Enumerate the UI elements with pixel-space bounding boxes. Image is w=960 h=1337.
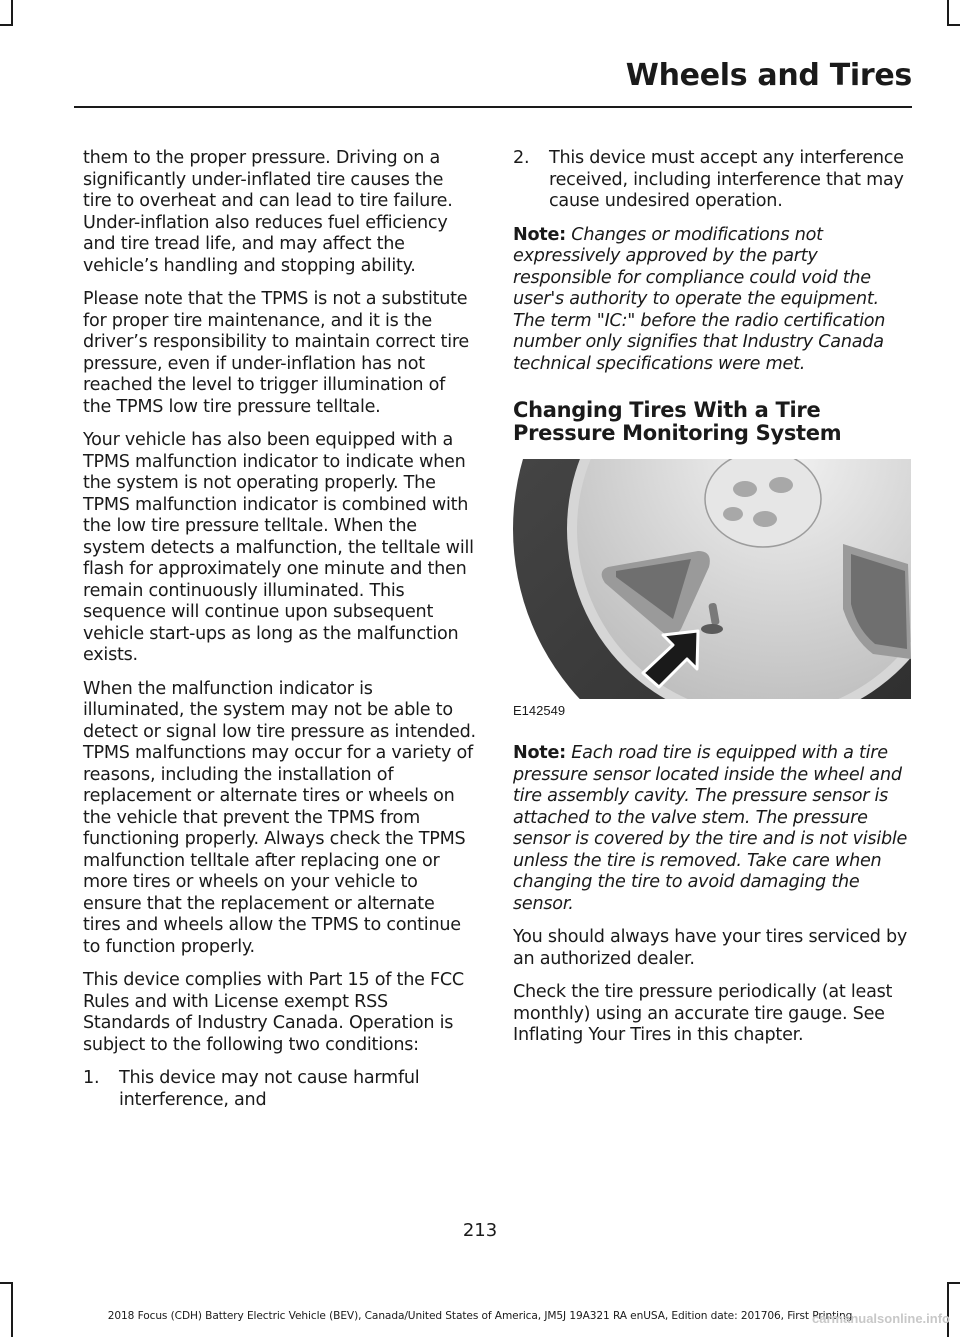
page-title: Wheels and Tires — [625, 58, 912, 93]
tpms-sensor — [701, 624, 723, 634]
list-number: 2. — [513, 148, 530, 168]
note-label: Note: — [513, 224, 566, 245]
right-column — [513, 148, 909, 1059]
list-text: This device may not cause harmful interference, and — [119, 1068, 420, 1110]
paragraph: Your vehicle has also been equipped with a TPMS malfunction indicator to indicate when the system is not operating properly. The TPMS malfunction indicator is combined with the low tire pressure telltale. When the system detects a malfunction, the telltale will flash for approximately one minute and then remain continuously illuminated. This sequence will continue upon subsequent vehicle start-ups as long as the malfunction exists. — [83, 430, 474, 665]
note-text: Changes or modifications not expressively approved by the party responsible for compliance could void the user's authority to operate the equipment. The term "IC:" before the radio certification number only signifies that Industry Canada technical specifications were met. — [513, 224, 886, 374]
note — [513, 743, 909, 915]
figure-code: E142549 — [513, 702, 566, 718]
hub — [705, 459, 821, 547]
footer-text: 2018 Focus (CDH) Battery Electric Vehicle (BEV), Canada/United States of America, JM5J 19A321 RA enUSA, Edition date: 201706, First Printing — [107, 1310, 853, 1322]
lug-nut — [733, 481, 757, 497]
paragraph: Please note that the TPMS is not a substitute for proper tire maintenance, and it is the driver’s responsibility to maintain correct tire pressure, even if under-inflation has not reached the level to trigger illumination of the TPMS low tire pressure telltale. — [83, 289, 469, 417]
left-column — [83, 148, 476, 1123]
crop-mark — [948, 24, 960, 26]
note-text: Each road tire is equipped with a tire pressure sensor located inside the wheel and tire assembly cavity. The pressure sensor is attached to the valve stem. The pressure sensor is covered by the tire and is not visible unless the tire is removed. Take care when changing the tire to avoid damaging the sensor. — [513, 743, 908, 914]
wheel-image — [513, 459, 911, 721]
header-divider — [74, 106, 912, 108]
section-heading: Changing Tires With a Tire Pressure Monitoring System — [513, 398, 842, 445]
conditions-list — [83, 1068, 476, 1111]
wheel-illustration — [513, 459, 911, 721]
lug-nut — [753, 511, 777, 527]
list-text: This device must accept any interference received, including interference that may cause undesired operation. — [549, 148, 904, 211]
crop-mark — [947, 0, 949, 26]
paragraph: You should always have your tires serviced by an authorized dealer. — [513, 927, 908, 969]
list-item — [83, 1068, 476, 1111]
paragraph: When the malfunction indicator is illuminated, the system may not be able to detect or signal low tire pressure as intended. TPMS malfunctions may occur for a variety of reasons, including the installation of replacement or alternate tires or wheels on the vehicle that prevent the TPMS from functioning properly. Always check the TPMS malfunction telltale after replacing one or more tires or wheels on your vehicle to ensure that the replacement or alternate tires and wheels allow the TPMS to continue to function properly. — [83, 678, 476, 957]
crop-mark — [0, 24, 12, 26]
lug-nut — [769, 477, 793, 493]
note-label: Note: — [513, 743, 566, 763]
crop-mark — [11, 0, 13, 26]
note — [513, 225, 909, 376]
list-item — [513, 148, 909, 213]
crop-mark — [0, 1282, 12, 1284]
list-number: 1. — [83, 1068, 100, 1088]
paragraph: This device complies with Part 15 of the FCC Rules and with License exempt RSS Standards of Industry Canada. Operation is subject to the following two conditions: — [83, 970, 464, 1055]
conditions-list — [513, 148, 909, 213]
crop-mark — [948, 1282, 960, 1284]
paragraph: them to the proper pressure. Driving on a significantly under-inflated tire causes the tire to overheat and can lead to tire failure. Under-inflation also reduces fuel efficiency and tire tread life, and may affect the vehicle’s handling and stopping ability. — [83, 148, 453, 276]
lug-nut — [723, 507, 743, 521]
watermark: carmanualsonline.info — [812, 1311, 950, 1326]
page-number: 213 — [462, 1220, 498, 1241]
paragraph: Check the tire pressure periodically (at least monthly) using an accurate tire gauge. See Inflating Your Tires in this chapter. — [513, 982, 893, 1045]
